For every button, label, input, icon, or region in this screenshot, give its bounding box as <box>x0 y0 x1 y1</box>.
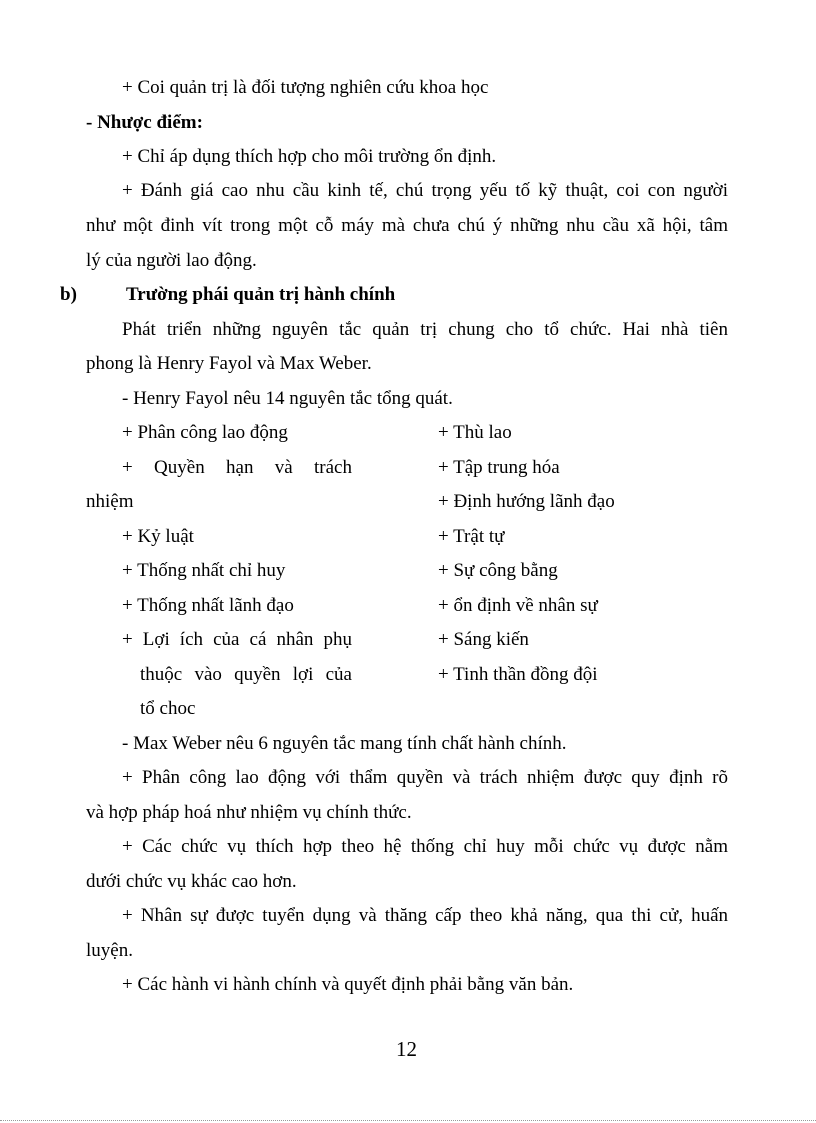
weber-intro: - Max Weber nêu 6 nguyên tắc mang tính chất hành chính. <box>122 733 567 754</box>
page-number: 12 <box>396 1037 417 1061</box>
text-line: + Đánh giá cao nhu cầu kinh tế, chú trọng yếu tố kỹ thuật, coi con người <box>122 180 728 201</box>
fayol-principle: + Sáng kiến <box>438 629 529 650</box>
page-bottom-divider <box>0 1120 816 1121</box>
heading-disadvantages: - Nhược điểm: <box>86 112 203 133</box>
fayol-principle: + Tinh thần đồng đội <box>438 664 598 685</box>
text-line: phong là Henry Fayol và Max Weber. <box>86 353 372 374</box>
fayol-principle-continuation: tổ choc <box>140 698 196 719</box>
fayol-principle: + Thống nhất chỉ huy <box>122 560 286 581</box>
weber-principle: + Các chức vụ thích hợp theo hệ thống chỉ huy mỗi chức vụ được nằm <box>122 836 728 857</box>
weber-principle-continuation: luyện. <box>86 940 133 961</box>
text-line: như một đinh vít trong một cỗ máy mà chưa chú ý những nhu cầu xã hội, tâm <box>86 215 728 236</box>
fayol-intro: - Henry Fayol nêu 14 nguyên tắc tổng quát. <box>122 388 453 409</box>
fayol-principle-continuation: nhiệm <box>86 491 134 512</box>
fayol-principle: + Thống nhất lãnh đạo <box>122 595 294 616</box>
fayol-principle: + ổn định về nhân sự <box>438 595 598 616</box>
text-line: + Coi quản trị là đối tượng nghiên cứu khoa học <box>122 77 489 98</box>
weber-principle: + Nhân sự được tuyển dụng và thăng cấp theo khả năng, qua thi cử, huấn <box>122 905 728 926</box>
weber-principle: + Phân công lao động với thẩm quyền và trách nhiệm được quy định rõ <box>122 767 728 788</box>
fayol-principle: + Sự công bằng <box>438 560 558 581</box>
fayol-principle: + Quyền hạn và trách <box>122 457 352 478</box>
section-label: b) <box>60 284 77 305</box>
fayol-principle-continuation: thuộc vào quyền lợi của <box>140 664 352 685</box>
fayol-principle: + Phân công lao động <box>122 422 288 443</box>
fayol-principle: + Trật tự <box>438 526 505 547</box>
fayol-principle: + Lợi ích của cá nhân phụ <box>122 629 352 650</box>
text-line: Phát triển những nguyên tắc quản trị chung cho tổ chức. Hai nhà tiên <box>122 319 728 340</box>
weber-principle-continuation: dưới chức vụ khác cao hơn. <box>86 871 297 892</box>
fayol-principle: + Thù lao <box>438 422 512 443</box>
section-title: Trường phái quản trị hành chính <box>126 284 396 305</box>
text-line: lý của người lao động. <box>86 250 257 271</box>
text-line: + Chỉ áp dụng thích hợp cho môi trường ổn định. <box>122 146 497 167</box>
fayol-principle: + Kỷ luật <box>122 526 194 547</box>
weber-principle-continuation: và hợp pháp hoá như nhiệm vụ chính thức. <box>86 802 412 823</box>
fayol-principle: + Định hướng lãnh đạo <box>438 491 615 512</box>
fayol-principle: + Tập trung hóa <box>438 457 560 478</box>
weber-principle: + Các hành vi hành chính và quyết định phải bằng văn bản. <box>122 974 574 995</box>
